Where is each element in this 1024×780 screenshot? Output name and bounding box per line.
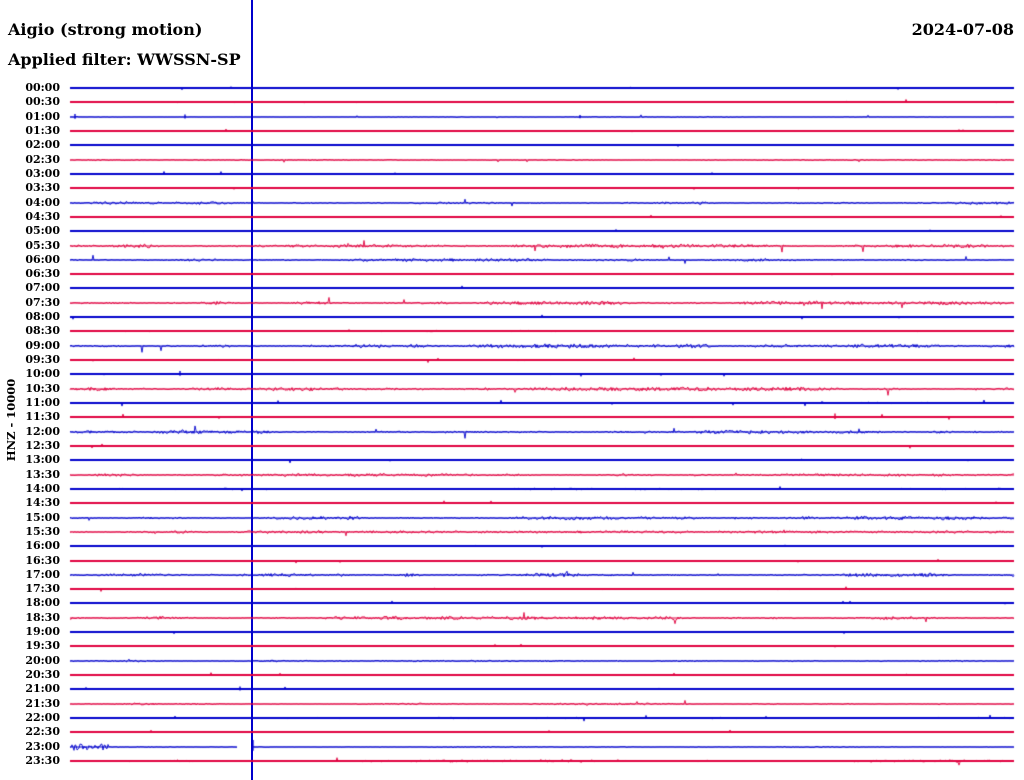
time-label: 08:30 xyxy=(25,324,60,337)
time-label: 21:00 xyxy=(25,682,60,695)
time-label: 04:00 xyxy=(25,196,60,209)
time-label: 07:00 xyxy=(25,281,60,294)
time-label: 17:00 xyxy=(25,568,60,581)
time-label: 10:30 xyxy=(25,382,60,395)
time-label: 05:30 xyxy=(25,239,60,252)
time-label: 12:00 xyxy=(25,425,60,438)
time-label: 06:00 xyxy=(25,253,60,266)
time-label: 14:30 xyxy=(25,496,60,509)
time-label: 11:00 xyxy=(25,396,60,409)
time-label: 15:00 xyxy=(25,511,60,524)
time-label: 13:00 xyxy=(25,453,60,466)
time-label: 05:00 xyxy=(25,224,60,237)
time-label: 16:00 xyxy=(25,539,60,552)
time-label: 02:00 xyxy=(25,138,60,151)
time-label: 01:00 xyxy=(25,110,60,123)
time-label: 02:30 xyxy=(25,153,60,166)
time-label: 20:00 xyxy=(25,654,60,667)
time-label: 21:30 xyxy=(25,697,60,710)
time-label: 20:30 xyxy=(25,668,60,681)
time-label: 08:00 xyxy=(25,310,60,323)
time-label: 06:30 xyxy=(25,267,60,280)
time-label: 18:00 xyxy=(25,596,60,609)
time-label: 17:30 xyxy=(25,582,60,595)
time-label: 22:00 xyxy=(25,711,60,724)
time-label: 18:30 xyxy=(25,611,60,624)
time-label: 12:30 xyxy=(25,439,60,452)
time-label: 16:30 xyxy=(25,554,60,567)
time-label: 23:30 xyxy=(25,754,60,767)
time-label: 10:00 xyxy=(25,367,60,380)
time-label: 00:00 xyxy=(25,81,60,94)
time-label: 00:30 xyxy=(25,95,60,108)
time-label: 23:00 xyxy=(25,740,60,753)
time-label: 03:00 xyxy=(25,167,60,180)
time-label: 11:30 xyxy=(25,410,60,423)
time-label: 07:30 xyxy=(25,296,60,309)
time-label: 19:00 xyxy=(25,625,60,638)
time-label: 01:30 xyxy=(25,124,60,137)
time-label: 09:00 xyxy=(25,339,60,352)
time-label: 19:30 xyxy=(25,639,60,652)
time-label: 14:00 xyxy=(25,482,60,495)
time-label: 09:30 xyxy=(25,353,60,366)
time-label: 13:30 xyxy=(25,468,60,481)
time-label: 22:30 xyxy=(25,725,60,738)
time-label: 15:30 xyxy=(25,525,60,538)
time-label: 04:30 xyxy=(25,210,60,223)
time-label: 03:30 xyxy=(25,181,60,194)
